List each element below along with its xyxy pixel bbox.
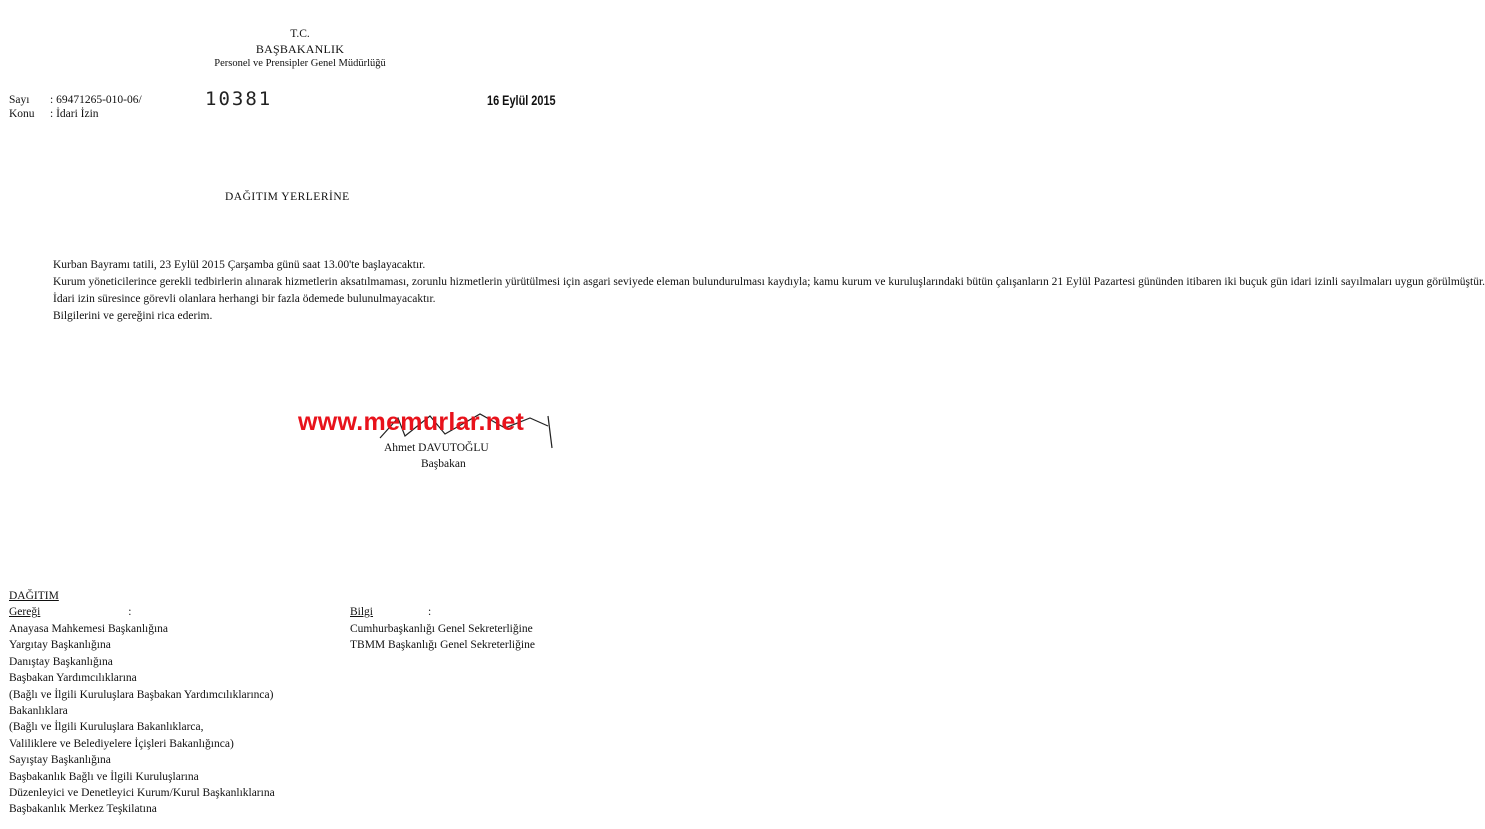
list-item: Cumhurbaşkanlığı Genel Sekreterliğine: [350, 623, 533, 635]
list-item: Bakanlıklara: [9, 705, 68, 718]
list-item: Anayasa Mahkemesi Başkanlığına: [9, 623, 169, 635]
bilgi-label: Bilgi :: [350, 606, 432, 618]
header-department: Personel ve Prensipler Genel Müdürlüğü: [214, 58, 386, 69]
header-tc: T.C.: [290, 28, 310, 40]
list-item: TBMM Başkanlığı Genel Sekreterliğine: [350, 639, 535, 652]
konu-value: : İdari İzin: [50, 108, 99, 120]
paragraph-4: Bilgilerini ve gereğini rica ederim.: [53, 310, 213, 322]
list-item: Danıştay Başkanlığına: [9, 655, 113, 668]
list-item: Yargıtay Başkanlığına: [9, 639, 111, 652]
list-item: Valiliklere ve Belediyelere İçişleri Bakanlığınca): [9, 737, 234, 750]
gerek-list: [9, 621, 275, 818]
watermark-text: www.memurlar.net: [298, 408, 525, 436]
header-ministry: BAŞBAKANLIK: [255, 42, 345, 56]
list-item: Düzenleyici ve Denetleyici Kurum/Kurul Başkanlıklarına: [9, 787, 275, 800]
sayi-value: : 69471265-010-06/: [50, 94, 142, 106]
list-item: Sayıştay Başkanlığına: [9, 754, 111, 767]
distribution-heading: DAĞITIM: [9, 590, 59, 602]
document-date: 16 Eylül 2015: [487, 92, 556, 108]
list-item: (Bağlı ve İlgili Kuruluşlara Bakanlıklarca,: [9, 721, 204, 734]
paragraph-2: Kurum yöneticilerince gerekli tedbirlerin alınarak hizmetlerin aksatılmaması, zorunlu hizmetlerin yürütülmesi için asgari seviyede eleman bulundurulması kaydıyla; kamu kurum ve kuruluşlarındaki bütün çalışanların 21 Eylül Pazartesi gününden itibaren iki buçuk gün idari izinli sayılmaları uygun görülmüştür.: [53, 276, 1485, 288]
list-item: Başbakanlık Merkez Teşkilatına: [9, 803, 157, 816]
konu-label: Konu: [9, 108, 35, 120]
document-number: 10381: [205, 88, 273, 110]
signatory-title: Başbakan: [421, 458, 466, 470]
paragraph-1: Kurban Bayramı tatili, 23 Eylül 2015 Çarşamba günü saat 13.00'te başlayacaktır.: [53, 259, 426, 271]
list-item: Başbakanlık Bağlı ve İlgili Kuruluşlarına: [9, 770, 199, 783]
gerek-label: Gereği :: [9, 606, 132, 618]
bilgi-list: [350, 621, 535, 654]
list-item: Başbakan Yardımcılıklarına: [9, 672, 137, 685]
list-item: (Bağlı ve İlgili Kuruluşlara Başbakan Yardımcılıklarınca): [9, 688, 274, 701]
letter-body: [9, 257, 1485, 325]
addressee: DAĞITIM YERLERİNE: [225, 191, 350, 203]
signatory-name: Ahmet DAVUTOĞLU: [384, 442, 489, 454]
sayi-label: Sayı: [9, 94, 30, 106]
paragraph-3: İdari izin süresince görevli olanlara herhangi bir fazla ödemede bulunulmayacaktır.: [53, 293, 436, 305]
